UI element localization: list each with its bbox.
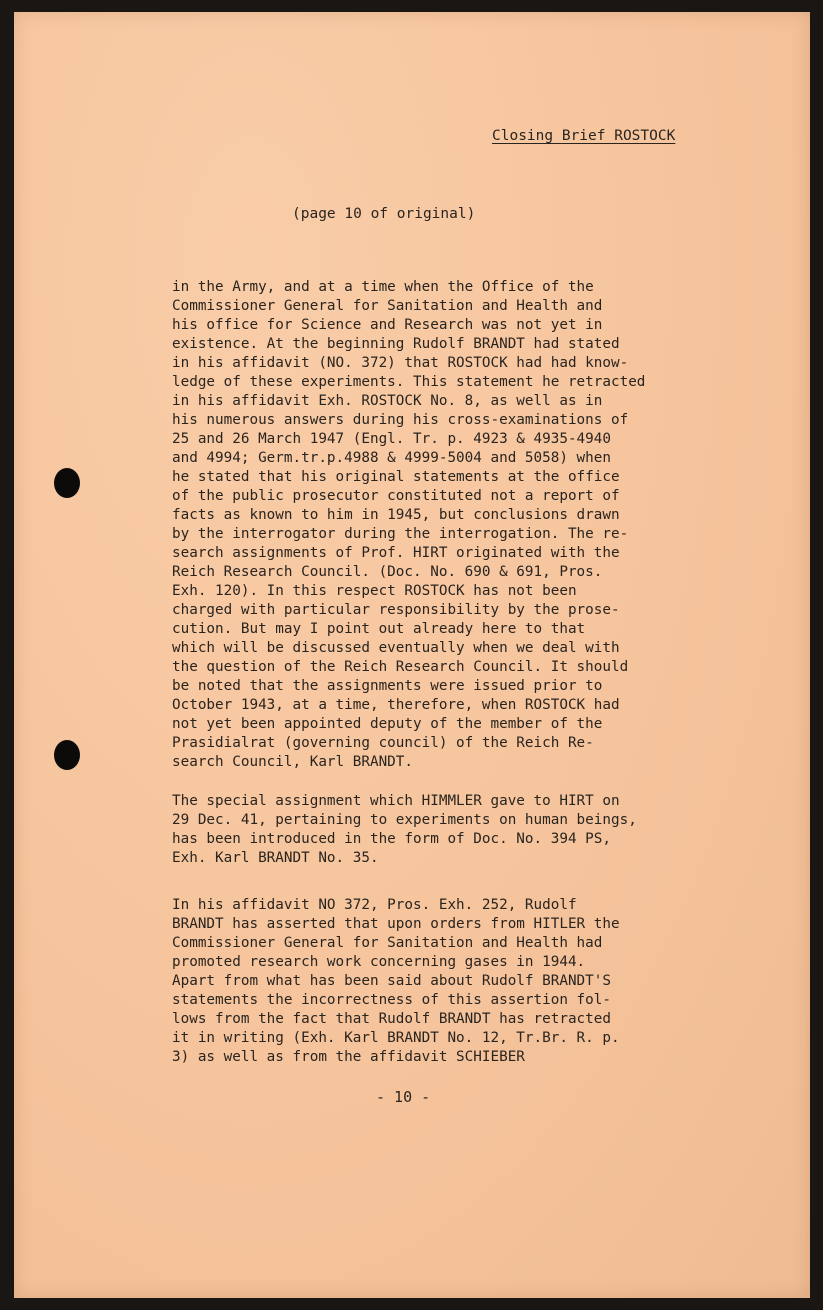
text-line: it in writing (Exh. Karl BRANDT No. 12, Tr.Br. R. p. — [172, 1030, 620, 1046]
text-line: search assignments of Prof. HIRT originated with the — [172, 545, 620, 561]
text-line: Prasidialrat (governing council) of the Reich Re- — [172, 735, 594, 751]
text-line: Apart from what has been said about Rudolf BRANDT'S — [172, 973, 611, 989]
text-line: and 4994; Germ.tr.p.4988 & 4999-5004 and 5058) when — [172, 450, 611, 466]
body-paragraph-3 — [172, 896, 732, 1067]
text-line: In his affidavit NO 372, Pros. Exh. 252, Rudolf — [172, 897, 577, 913]
text-line: 25 and 26 March 1947 (Engl. Tr. p. 4923 & 4935-4940 — [172, 431, 611, 447]
document-title: Closing Brief ROSTOCK — [492, 128, 676, 144]
text-line: Exh. Karl BRANDT No. 35. — [172, 850, 379, 866]
text-line: charged with particular responsibility by the prose- — [172, 602, 620, 618]
text-line: not yet been appointed deputy of the member of the — [172, 716, 603, 732]
text-line: of the public prosecutor constituted not a report of — [172, 488, 620, 504]
text-line: October 1943, at a time, therefore, when ROSTOCK had — [172, 697, 620, 713]
text-line: Commissioner General for Sanitation and Health had — [172, 935, 603, 951]
page-number: - 10 - — [376, 1088, 431, 1106]
text-line: his office for Science and Research was not yet in — [172, 317, 603, 333]
text-line: ledge of these experiments. This statement he retracted — [172, 374, 646, 390]
body-paragraph-1 — [172, 278, 732, 772]
text-line: Exh. 120). In this respect ROSTOCK has not been — [172, 583, 577, 599]
text-line: facts as known to him in 1945, but conclusions drawn — [172, 507, 620, 523]
text-line: BRANDT has asserted that upon orders from HITLER the — [172, 916, 620, 932]
text-line: in the Army, and at a time when the Office of the — [172, 279, 594, 295]
text-line: in his affidavit (NO. 372) that ROSTOCK had had know- — [172, 355, 629, 371]
text-line: 3) as well as from the affidavit SCHIEBER — [172, 1049, 525, 1065]
text-line: he stated that his original statements at the office — [172, 469, 620, 485]
text-line: promoted research work concerning gases in 1944. — [172, 954, 586, 970]
text-line: has been introduced in the form of Doc. No. 394 PS, — [172, 831, 611, 847]
punch-hole — [54, 740, 80, 770]
body-paragraph-2 — [172, 792, 732, 868]
text-line: in his affidavit Exh. ROSTOCK No. 8, as well as in — [172, 393, 603, 409]
text-line: cution. But may I point out already here to that — [172, 621, 586, 637]
original-page-reference: (page 10 of original) — [292, 206, 476, 222]
text-line: his numerous answers during his cross-examinations of — [172, 412, 629, 428]
document-page — [14, 12, 810, 1298]
text-line: by the interrogator during the interrogation. The re- — [172, 526, 629, 542]
text-line: 29 Dec. 41, pertaining to experiments on human beings, — [172, 812, 637, 828]
text-line: Reich Research Council. (Doc. No. 690 & 691, Pros. — [172, 564, 603, 580]
text-line: The special assignment which HIMMLER gave to HIRT on — [172, 793, 620, 809]
punch-hole — [54, 468, 80, 498]
text-line: which will be discussed eventually when we deal with — [172, 640, 620, 656]
text-line: existence. At the beginning Rudolf BRANDT had stated — [172, 336, 620, 352]
text-line: be noted that the assignments were issued prior to — [172, 678, 603, 694]
text-line: statements the incorrectness of this assertion fol- — [172, 992, 611, 1008]
text-line: the question of the Reich Research Council. It should — [172, 659, 629, 675]
text-line: Commissioner General for Sanitation and Health and — [172, 298, 603, 314]
text-line: lows from the fact that Rudolf BRANDT has retracted — [172, 1011, 611, 1027]
text-line: search Council, Karl BRANDT. — [172, 754, 414, 770]
